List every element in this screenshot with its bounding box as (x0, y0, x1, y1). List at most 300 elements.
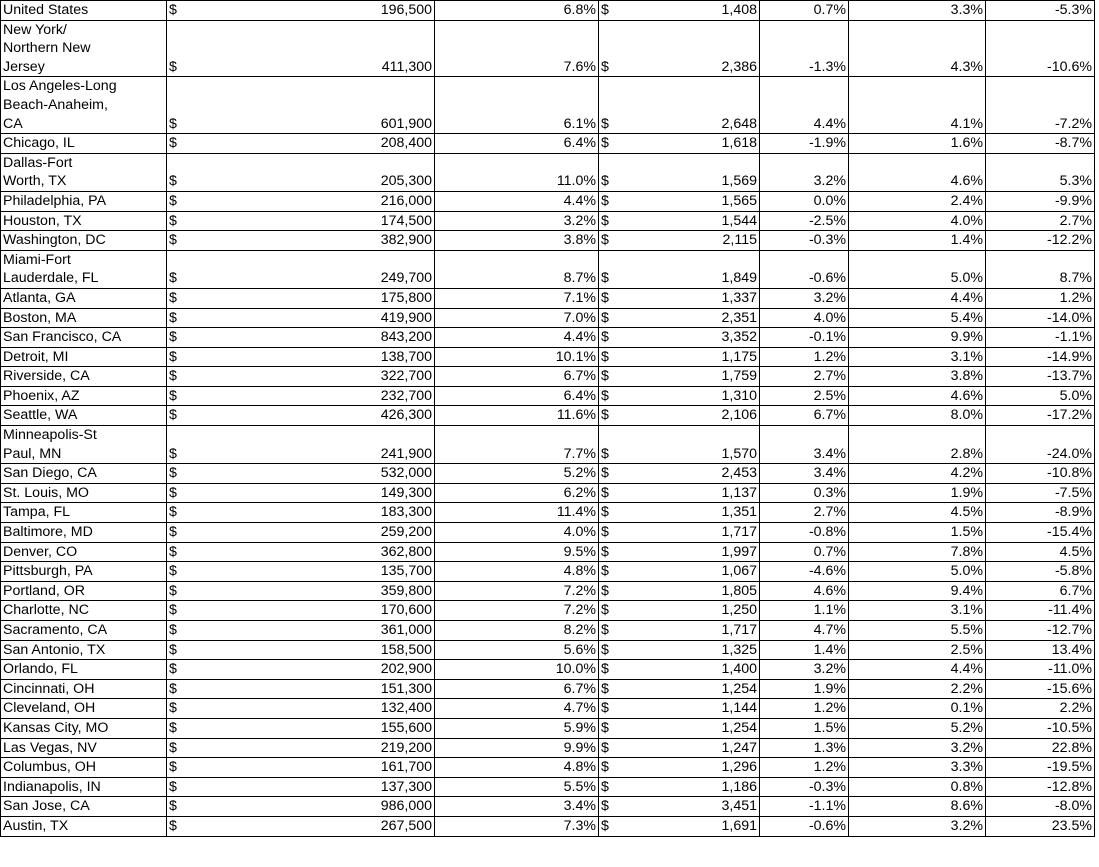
price-dollar-sign-cell: $ (167, 483, 238, 503)
metro-name-cell: Tampa, FL (1, 503, 167, 523)
table-row (1, 660, 1095, 680)
third-change-cell: 8.0% (849, 406, 986, 426)
third-change-cell: 5.4% (849, 308, 986, 328)
median-rent-cell: 2,648 (655, 77, 760, 134)
price-change-cell: 9.9% (435, 738, 599, 758)
median-rent-cell: 1,296 (655, 758, 760, 778)
table-row (1, 231, 1095, 251)
rent-change-cell: 1.2% (760, 758, 849, 778)
price-dollar-sign-cell: $ (167, 308, 238, 328)
price-dollar-sign-cell: $ (167, 816, 238, 836)
rent-change-cell: 1.1% (760, 601, 849, 621)
price-dollar-sign-cell: $ (167, 367, 238, 387)
price-dollar-sign-cell: $ (167, 134, 238, 154)
metro-name-cell: Cleveland, OH (1, 699, 167, 719)
table-row (1, 134, 1095, 154)
rent-dollar-sign-cell: $ (599, 718, 655, 738)
median-rent-cell: 1,175 (655, 347, 760, 367)
median-rent-cell: 1,186 (655, 777, 760, 797)
rent-change-cell: 0.7% (760, 1, 849, 21)
fourth-change-cell: 23.5% (986, 816, 1095, 836)
price-change-cell: 6.7% (435, 367, 599, 387)
table-row (1, 464, 1095, 484)
fourth-change-cell: 13.4% (986, 640, 1095, 660)
fourth-change-cell: -11.0% (986, 660, 1095, 680)
rent-change-cell: 1.5% (760, 718, 849, 738)
fourth-change-cell: 5.3% (986, 153, 1095, 191)
median-price-cell: 151,300 (238, 679, 435, 699)
median-price-cell: 359,800 (238, 581, 435, 601)
metro-name-cell: Baltimore, MD (1, 523, 167, 543)
third-change-cell: 4.1% (849, 77, 986, 134)
third-change-cell: 4.2% (849, 464, 986, 484)
rent-dollar-sign-cell: $ (599, 738, 655, 758)
third-change-cell: 2.4% (849, 191, 986, 211)
table-row (1, 679, 1095, 699)
table-row (1, 77, 1095, 134)
rent-dollar-sign-cell: $ (599, 464, 655, 484)
price-change-cell: 4.0% (435, 523, 599, 543)
price-change-cell: 11.4% (435, 503, 599, 523)
rent-dollar-sign-cell: $ (599, 77, 655, 134)
rent-change-cell: 1.4% (760, 640, 849, 660)
rent-change-cell: 4.4% (760, 77, 849, 134)
median-rent-cell: 1,570 (655, 426, 760, 464)
median-rent-cell: 3,451 (655, 797, 760, 817)
fourth-change-cell: 4.5% (986, 542, 1095, 562)
fourth-change-cell: -1.1% (986, 328, 1095, 348)
price-change-cell: 8.2% (435, 621, 599, 641)
median-rent-cell: 1,310 (655, 386, 760, 406)
median-rent-cell: 2,351 (655, 308, 760, 328)
metro-name-cell: San Diego, CA (1, 464, 167, 484)
metro-name-cell: Sacramento, CA (1, 621, 167, 641)
table-row (1, 640, 1095, 660)
median-rent-cell: 1,805 (655, 581, 760, 601)
rent-change-cell: -1.3% (760, 20, 849, 77)
rent-dollar-sign-cell: $ (599, 308, 655, 328)
price-dollar-sign-cell: $ (167, 406, 238, 426)
price-change-cell: 6.7% (435, 679, 599, 699)
rent-change-cell: 4.0% (760, 308, 849, 328)
rent-change-cell: 3.4% (760, 426, 849, 464)
price-dollar-sign-cell: $ (167, 581, 238, 601)
rent-dollar-sign-cell: $ (599, 523, 655, 543)
table-row (1, 386, 1095, 406)
rent-change-cell: 4.6% (760, 581, 849, 601)
rent-change-cell: 3.4% (760, 464, 849, 484)
fourth-change-cell: -15.6% (986, 679, 1095, 699)
median-rent-cell: 1,849 (655, 250, 760, 288)
rent-change-cell: 3.2% (760, 153, 849, 191)
third-change-cell: 4.5% (849, 503, 986, 523)
median-price-cell: 241,900 (238, 426, 435, 464)
table-row (1, 503, 1095, 523)
price-dollar-sign-cell: $ (167, 523, 238, 543)
metro-name-cell: Charlotte, NC (1, 601, 167, 621)
price-dollar-sign-cell: $ (167, 231, 238, 251)
price-dollar-sign-cell: $ (167, 738, 238, 758)
price-change-cell: 10.1% (435, 347, 599, 367)
metro-name-cell: Austin, TX (1, 816, 167, 836)
third-change-cell: 4.4% (849, 288, 986, 308)
price-change-cell: 6.4% (435, 386, 599, 406)
rent-change-cell: 2.7% (760, 367, 849, 387)
metro-name-cell: St. Louis, MO (1, 483, 167, 503)
table-row (1, 483, 1095, 503)
table-row (1, 699, 1095, 719)
median-price-cell: 532,000 (238, 464, 435, 484)
median-rent-cell: 1,618 (655, 134, 760, 154)
rent-change-cell: -2.5% (760, 211, 849, 231)
fourth-change-cell: -11.4% (986, 601, 1095, 621)
fourth-change-cell: -12.8% (986, 777, 1095, 797)
table-row (1, 621, 1095, 641)
median-rent-cell: 1,400 (655, 660, 760, 680)
price-dollar-sign-cell: $ (167, 426, 238, 464)
metro-name-cell: Minneapolis-St Paul, MN (1, 426, 167, 464)
price-dollar-sign-cell: $ (167, 758, 238, 778)
median-rent-cell: 1,337 (655, 288, 760, 308)
rent-change-cell: 2.5% (760, 386, 849, 406)
median-rent-cell: 1,247 (655, 738, 760, 758)
median-price-cell: 138,700 (238, 347, 435, 367)
median-price-cell: 158,500 (238, 640, 435, 660)
fourth-change-cell: -24.0% (986, 426, 1095, 464)
rent-dollar-sign-cell: $ (599, 153, 655, 191)
table-row (1, 601, 1095, 621)
price-dollar-sign-cell: $ (167, 640, 238, 660)
rent-dollar-sign-cell: $ (599, 426, 655, 464)
median-rent-cell: 1,351 (655, 503, 760, 523)
rent-dollar-sign-cell: $ (599, 231, 655, 251)
median-rent-cell: 1,254 (655, 718, 760, 738)
table-row (1, 738, 1095, 758)
rent-dollar-sign-cell: $ (599, 406, 655, 426)
rent-change-cell: -0.3% (760, 231, 849, 251)
table-row (1, 308, 1095, 328)
price-dollar-sign-cell: $ (167, 679, 238, 699)
rent-dollar-sign-cell: $ (599, 777, 655, 797)
price-change-cell: 7.0% (435, 308, 599, 328)
metro-name-cell: San Francisco, CA (1, 328, 167, 348)
metro-name-cell: Indianapolis, IN (1, 777, 167, 797)
median-rent-cell: 1,254 (655, 679, 760, 699)
table-row (1, 211, 1095, 231)
price-change-cell: 4.8% (435, 758, 599, 778)
fourth-change-cell: -10.8% (986, 464, 1095, 484)
price-dollar-sign-cell: $ (167, 153, 238, 191)
table-row (1, 426, 1095, 464)
median-price-cell: 843,200 (238, 328, 435, 348)
third-change-cell: 5.0% (849, 250, 986, 288)
fourth-change-cell: -17.2% (986, 406, 1095, 426)
median-rent-cell: 1,137 (655, 483, 760, 503)
price-change-cell: 3.4% (435, 797, 599, 817)
metro-name-cell: Miami-Fort Lauderdale, FL (1, 250, 167, 288)
fourth-change-cell: -15.4% (986, 523, 1095, 543)
table-row (1, 718, 1095, 738)
median-price-cell: 419,900 (238, 308, 435, 328)
rent-dollar-sign-cell: $ (599, 679, 655, 699)
metro-name-cell: Chicago, IL (1, 134, 167, 154)
metro-name-cell: Los Angeles-Long Beach-Anaheim, CA (1, 77, 167, 134)
third-change-cell: 2.8% (849, 426, 986, 464)
rent-change-cell: 6.7% (760, 406, 849, 426)
rent-change-cell: 0.3% (760, 483, 849, 503)
fourth-change-cell: -10.6% (986, 20, 1095, 77)
metro-name-cell: Columbus, OH (1, 758, 167, 778)
rent-dollar-sign-cell: $ (599, 20, 655, 77)
metro-name-cell: Atlanta, GA (1, 288, 167, 308)
rent-dollar-sign-cell: $ (599, 367, 655, 387)
table-row (1, 542, 1095, 562)
median-price-cell: 183,300 (238, 503, 435, 523)
table-row (1, 20, 1095, 77)
rent-change-cell: -1.9% (760, 134, 849, 154)
metro-name-cell: Orlando, FL (1, 660, 167, 680)
metro-name-cell: Boston, MA (1, 308, 167, 328)
third-change-cell: 3.1% (849, 601, 986, 621)
rent-dollar-sign-cell: $ (599, 288, 655, 308)
price-change-cell: 10.0% (435, 660, 599, 680)
third-change-cell: 4.6% (849, 153, 986, 191)
fourth-change-cell: -7.2% (986, 77, 1095, 134)
rent-change-cell: -0.6% (760, 816, 849, 836)
rent-dollar-sign-cell: $ (599, 328, 655, 348)
fourth-change-cell: -12.7% (986, 621, 1095, 641)
table-row (1, 153, 1095, 191)
third-change-cell: 1.5% (849, 523, 986, 543)
median-price-cell: 232,700 (238, 386, 435, 406)
price-dollar-sign-cell: $ (167, 211, 238, 231)
price-dollar-sign-cell: $ (167, 699, 238, 719)
metro-name-cell: Denver, CO (1, 542, 167, 562)
table-row (1, 1, 1095, 21)
median-price-cell: 216,000 (238, 191, 435, 211)
median-rent-cell: 1,565 (655, 191, 760, 211)
third-change-cell: 1.9% (849, 483, 986, 503)
rent-change-cell: 0.0% (760, 191, 849, 211)
median-price-cell: 161,700 (238, 758, 435, 778)
rent-change-cell: 1.2% (760, 699, 849, 719)
third-change-cell: 9.4% (849, 581, 986, 601)
rent-change-cell: 3.2% (760, 288, 849, 308)
fourth-change-cell: -9.9% (986, 191, 1095, 211)
fourth-change-cell: -13.7% (986, 367, 1095, 387)
metro-name-cell: Seattle, WA (1, 406, 167, 426)
median-rent-cell: 1,144 (655, 699, 760, 719)
table-row (1, 406, 1095, 426)
third-change-cell: 5.5% (849, 621, 986, 641)
rent-change-cell: 1.9% (760, 679, 849, 699)
median-rent-cell: 1,544 (655, 211, 760, 231)
rent-dollar-sign-cell: $ (599, 211, 655, 231)
price-dollar-sign-cell: $ (167, 288, 238, 308)
price-change-cell: 7.2% (435, 581, 599, 601)
third-change-cell: 1.6% (849, 134, 986, 154)
price-dollar-sign-cell: $ (167, 797, 238, 817)
metro-name-cell: Las Vegas, NV (1, 738, 167, 758)
price-change-cell: 7.7% (435, 426, 599, 464)
median-price-cell: 267,500 (238, 816, 435, 836)
third-change-cell: 3.1% (849, 347, 986, 367)
rent-dollar-sign-cell: $ (599, 562, 655, 582)
third-change-cell: 5.2% (849, 718, 986, 738)
rent-dollar-sign-cell: $ (599, 660, 655, 680)
price-change-cell: 11.0% (435, 153, 599, 191)
fourth-change-cell: -5.3% (986, 1, 1095, 21)
rent-dollar-sign-cell: $ (599, 621, 655, 641)
price-dollar-sign-cell: $ (167, 601, 238, 621)
third-change-cell: 4.0% (849, 211, 986, 231)
median-price-cell: 382,900 (238, 231, 435, 251)
metro-name-cell: New York/ Northern New Jersey (1, 20, 167, 77)
third-change-cell: 3.2% (849, 738, 986, 758)
table-row (1, 347, 1095, 367)
price-change-cell: 6.1% (435, 77, 599, 134)
table-row (1, 797, 1095, 817)
median-price-cell: 132,400 (238, 699, 435, 719)
median-price-cell: 219,200 (238, 738, 435, 758)
price-change-cell: 3.8% (435, 231, 599, 251)
third-change-cell: 3.2% (849, 816, 986, 836)
metro-name-cell: Phoenix, AZ (1, 386, 167, 406)
price-change-cell: 4.4% (435, 191, 599, 211)
fourth-change-cell: 6.7% (986, 581, 1095, 601)
price-dollar-sign-cell: $ (167, 718, 238, 738)
table-row (1, 288, 1095, 308)
rent-dollar-sign-cell: $ (599, 640, 655, 660)
table-row (1, 328, 1095, 348)
third-change-cell: 0.8% (849, 777, 986, 797)
table-row (1, 367, 1095, 387)
metro-name-cell: San Antonio, TX (1, 640, 167, 660)
price-change-cell: 11.6% (435, 406, 599, 426)
median-rent-cell: 1,250 (655, 601, 760, 621)
median-price-cell: 196,500 (238, 1, 435, 21)
median-price-cell: 137,300 (238, 777, 435, 797)
fourth-change-cell: -12.2% (986, 231, 1095, 251)
median-rent-cell: 1,717 (655, 621, 760, 641)
median-price-cell: 986,000 (238, 797, 435, 817)
median-price-cell: 426,300 (238, 406, 435, 426)
rent-change-cell: -0.3% (760, 777, 849, 797)
median-price-cell: 249,700 (238, 250, 435, 288)
table-row (1, 777, 1095, 797)
rent-dollar-sign-cell: $ (599, 758, 655, 778)
fourth-change-cell: 5.0% (986, 386, 1095, 406)
metro-name-cell: San Jose, CA (1, 797, 167, 817)
price-change-cell: 8.7% (435, 250, 599, 288)
rent-dollar-sign-cell: $ (599, 347, 655, 367)
fourth-change-cell: -14.9% (986, 347, 1095, 367)
rent-dollar-sign-cell: $ (599, 581, 655, 601)
rent-dollar-sign-cell: $ (599, 250, 655, 288)
third-change-cell: 4.3% (849, 20, 986, 77)
third-change-cell: 4.4% (849, 660, 986, 680)
price-dollar-sign-cell: $ (167, 503, 238, 523)
rent-dollar-sign-cell: $ (599, 134, 655, 154)
rent-change-cell: 0.7% (760, 542, 849, 562)
price-dollar-sign-cell: $ (167, 386, 238, 406)
price-change-cell: 5.9% (435, 718, 599, 738)
metro-name-cell: Cincinnati, OH (1, 679, 167, 699)
median-rent-cell: 2,386 (655, 20, 760, 77)
median-price-cell: 174,500 (238, 211, 435, 231)
price-dollar-sign-cell: $ (167, 562, 238, 582)
fourth-change-cell: -10.5% (986, 718, 1095, 738)
metro-name-cell: Pittsburgh, PA (1, 562, 167, 582)
price-dollar-sign-cell: $ (167, 191, 238, 211)
median-price-cell: 149,300 (238, 483, 435, 503)
price-dollar-sign-cell: $ (167, 777, 238, 797)
price-dollar-sign-cell: $ (167, 621, 238, 641)
third-change-cell: 5.0% (849, 562, 986, 582)
price-dollar-sign-cell: $ (167, 20, 238, 77)
median-price-cell: 259,200 (238, 523, 435, 543)
price-change-cell: 6.2% (435, 483, 599, 503)
metro-name-cell: Dallas-Fort Worth, TX (1, 153, 167, 191)
table-row (1, 191, 1095, 211)
price-change-cell: 4.4% (435, 328, 599, 348)
median-rent-cell: 1,325 (655, 640, 760, 660)
price-change-cell: 6.8% (435, 1, 599, 21)
median-price-cell: 322,700 (238, 367, 435, 387)
median-price-cell: 135,700 (238, 562, 435, 582)
rent-dollar-sign-cell: $ (599, 601, 655, 621)
rent-change-cell: -1.1% (760, 797, 849, 817)
fourth-change-cell: -8.0% (986, 797, 1095, 817)
price-change-cell: 7.2% (435, 601, 599, 621)
fourth-change-cell: 22.8% (986, 738, 1095, 758)
third-change-cell: 3.3% (849, 758, 986, 778)
rent-change-cell: 1.3% (760, 738, 849, 758)
fourth-change-cell: -19.5% (986, 758, 1095, 778)
metro-name-cell: Houston, TX (1, 211, 167, 231)
price-dollar-sign-cell: $ (167, 1, 238, 21)
table-body (1, 1, 1095, 837)
price-dollar-sign-cell: $ (167, 464, 238, 484)
price-change-cell: 5.6% (435, 640, 599, 660)
price-change-cell: 5.2% (435, 464, 599, 484)
price-change-cell: 7.1% (435, 288, 599, 308)
metro-name-cell: Detroit, MI (1, 347, 167, 367)
median-rent-cell: 1,691 (655, 816, 760, 836)
fourth-change-cell: 2.7% (986, 211, 1095, 231)
rent-dollar-sign-cell: $ (599, 542, 655, 562)
third-change-cell: 3.3% (849, 1, 986, 21)
rent-dollar-sign-cell: $ (599, 699, 655, 719)
median-rent-cell: 2,115 (655, 231, 760, 251)
median-price-cell: 362,800 (238, 542, 435, 562)
median-price-cell: 411,300 (238, 20, 435, 77)
fourth-change-cell: -5.8% (986, 562, 1095, 582)
median-price-cell: 205,300 (238, 153, 435, 191)
price-change-cell: 6.4% (435, 134, 599, 154)
metro-name-cell: United States (1, 1, 167, 21)
fourth-change-cell: -14.0% (986, 308, 1095, 328)
price-change-cell: 3.2% (435, 211, 599, 231)
metro-name-cell: Kansas City, MO (1, 718, 167, 738)
price-dollar-sign-cell: $ (167, 250, 238, 288)
third-change-cell: 2.5% (849, 640, 986, 660)
median-price-cell: 601,900 (238, 77, 435, 134)
third-change-cell: 2.2% (849, 679, 986, 699)
price-change-cell: 7.3% (435, 816, 599, 836)
rent-change-cell: -0.1% (760, 328, 849, 348)
table-row (1, 523, 1095, 543)
